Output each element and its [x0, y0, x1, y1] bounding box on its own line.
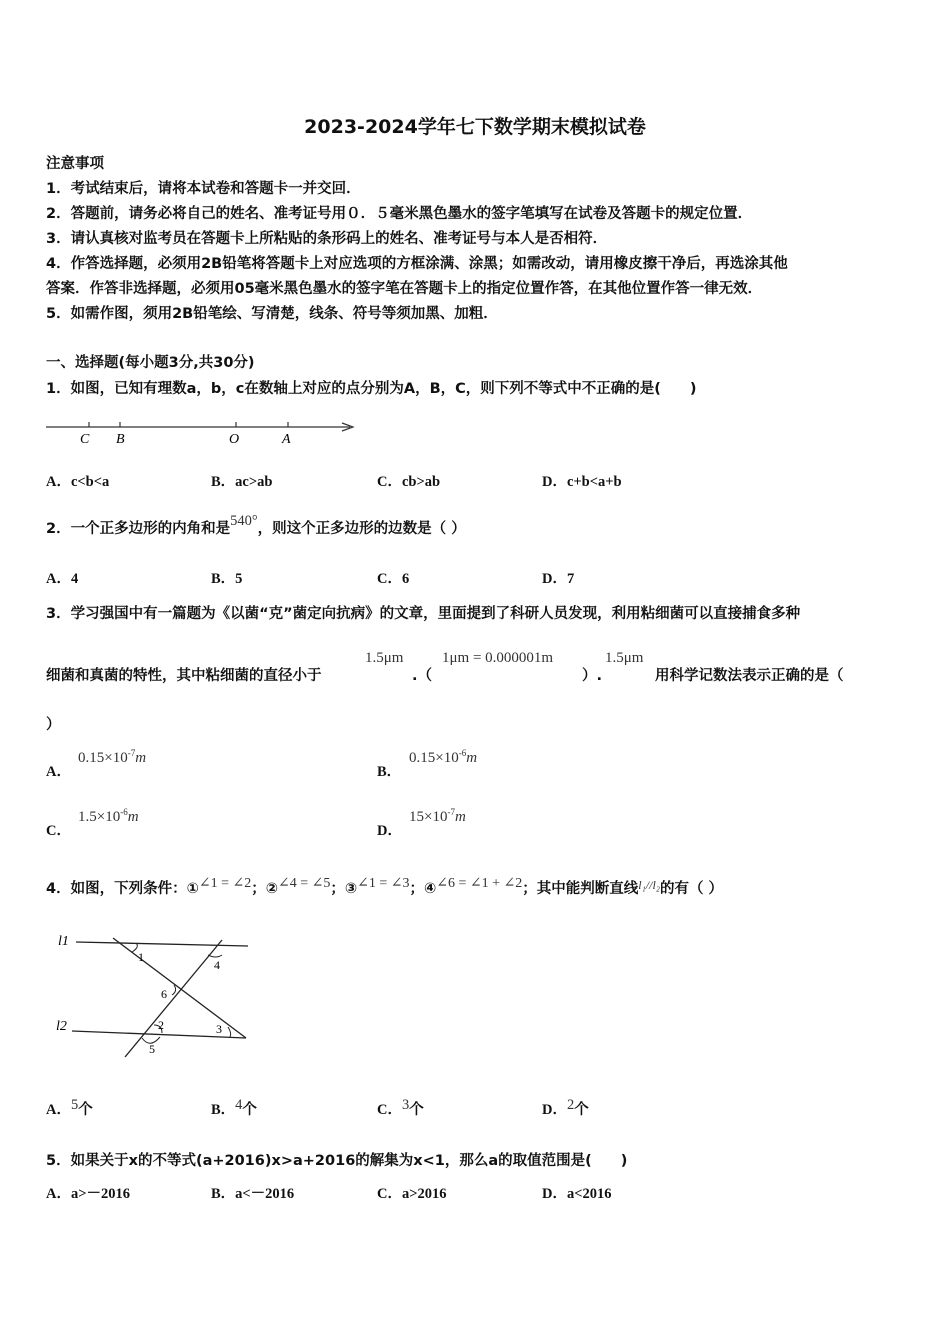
number-line-figure: [40, 412, 365, 452]
angle-arc-1: [132, 943, 137, 952]
axis-label-o: O: [229, 432, 240, 447]
transversal-1: [113, 938, 246, 1038]
option-d[interactable]: D．7: [542, 571, 575, 587]
axis-label-c: C: [80, 432, 90, 447]
option-b[interactable]: B．: [377, 764, 402, 780]
option-a[interactable]: A．c<b<a: [46, 474, 110, 490]
option-d-value: $15\times 10^{-7}m$: [409, 807, 466, 825]
question-3-line1: 3．学习强国中有一篇题为《以菌“克”菌定向抗病》的文章，里面提到了科研人员发现，利用粘细菌可以直接捕食多种: [46, 606, 801, 622]
question-2-text: [46, 513, 466, 538]
separator: .（: [412, 668, 433, 684]
question-3-line3: ）: [46, 717, 61, 733]
notice-item: 5．如需作图，须用2B铅笔绘、写清楚，线条、符号等须加黑、加粗．: [46, 306, 498, 322]
page-title: 2023-2024学年七下数学期末模拟试卷: [304, 116, 646, 138]
math-expression: 1.5μm: [365, 650, 404, 666]
option-c[interactable]: C．6: [377, 571, 410, 587]
question-3-line2-b: 用科学记数法表示正确的是（: [655, 668, 844, 684]
figure-label-l1: l1: [58, 934, 69, 949]
notice-item: 4．作答选择题，必须用2B铅笔将答题卡上对应选项的方框涂满、涂黑；如需改动，请用橡皮擦干净后，再选涂其他: [46, 256, 788, 272]
option-b[interactable]: B．5: [211, 571, 243, 587]
condition-3: ∠1 = ∠3: [357, 876, 410, 891]
option-d[interactable]: D．: [377, 823, 402, 839]
notice-item: 1．考试结束后，请将本试卷和答题卡一并交回．: [46, 181, 361, 197]
figure-label-5: 5: [149, 1042, 155, 1056]
separator: ）.: [582, 668, 603, 684]
option-d[interactable]: D．2个: [542, 1097, 589, 1118]
figure-label-1: 1: [138, 950, 144, 964]
option-a[interactable]: A．5个: [46, 1097, 93, 1118]
option-c[interactable]: C．3个: [377, 1097, 424, 1118]
section-heading: 一、选择题(每小题3分,共30分): [46, 355, 255, 371]
notice-item: 2．答题前，请务必将自己的姓名、准考证号用０．５毫米黑色墨水的签字笔填写在试卷及答题卡的规定位置．: [46, 206, 753, 222]
option-c-value: $1.5\times 10^{-6}m$: [78, 807, 139, 825]
option-b[interactable]: B．4个: [211, 1097, 257, 1118]
question-2-text-b: ，则这个正多边形的边数是（ ）: [257, 521, 466, 537]
option-a[interactable]: A．a>－2016: [46, 1186, 130, 1202]
math-expression: 1μm = 0.000001m: [442, 650, 554, 666]
notice-item: 答案．作答非选择题，必须用05毫米黑色墨水的签字笔在答题卡上的指定位置作答，在其他位置作答一律无效．: [46, 281, 763, 297]
figure-label-3: 3: [216, 1022, 222, 1036]
angle-arc-6: [172, 985, 176, 995]
axis-label-b: B: [116, 432, 125, 447]
figure-label-2: 2: [158, 1018, 164, 1032]
parallel-lines: l₁//l₂: [638, 878, 660, 892]
question-4-text: 4．如图，下列条件：①∠1 = ∠2；②∠4 = ∠5；③∠1 = ∠3；④∠6 = ∠1 + ∠2；其中能判断直线$^{l_1//l_2}$的有（ ）: [46, 876, 724, 897]
option-b[interactable]: B．ac>ab: [211, 474, 273, 490]
option-c[interactable]: C．a>2016: [377, 1186, 447, 1202]
option-d[interactable]: D．c+b<a+b: [542, 474, 622, 490]
question-3-line2-a: 细菌和真菌的特性，其中粘细菌的直径小于: [46, 668, 322, 684]
math-expression: 1.5μm: [605, 650, 644, 666]
option-a[interactable]: A．4: [46, 571, 79, 587]
parallel-lines-figure: [50, 925, 260, 1065]
figure-label-6: 6: [161, 987, 167, 1001]
option-a[interactable]: A．: [46, 764, 71, 780]
axis-label-a: A: [282, 432, 291, 447]
figure-label-l2: l2: [56, 1019, 67, 1034]
notice-heading: 注意事项: [46, 156, 104, 172]
option-b-value: $0.15\times 10^{-6}m$: [409, 748, 478, 766]
condition-4: ∠6 = ∠1 + ∠2: [436, 876, 523, 891]
angle-value: 540°: [230, 513, 258, 529]
option-c[interactable]: C．: [46, 823, 71, 839]
figure-label-4: 4: [214, 958, 220, 972]
option-b[interactable]: B．a<－2016: [211, 1186, 295, 1202]
question-5-text: 5．如果关于x的不等式(a+2016)x>a+2016的解集为x<1，那么a的取值范围是( ): [46, 1153, 628, 1169]
angle-arc-3: [228, 1027, 231, 1037]
question-2-text-a: 2．一个正多边形的内角和是: [46, 521, 231, 537]
option-a-value: $0.15\times 10^{-7}m$: [78, 748, 147, 766]
condition-1: ∠1 = ∠2: [198, 876, 252, 891]
option-c[interactable]: C．cb>ab: [377, 474, 441, 490]
question-1-text: 1．如图，已知有理数a，b，c在数轴上对应的点分别为A，B，C，则下列不等式中不正确的是( ): [46, 381, 697, 397]
condition-2: ∠4 = ∠5: [278, 876, 331, 891]
option-d[interactable]: D．a<2016: [542, 1186, 612, 1202]
notice-item: 3．请认真核对监考员在答题卡上所粘贴的条形码上的姓名、准考证号与本人是否相符．: [46, 231, 608, 247]
line-l1: [76, 942, 248, 946]
